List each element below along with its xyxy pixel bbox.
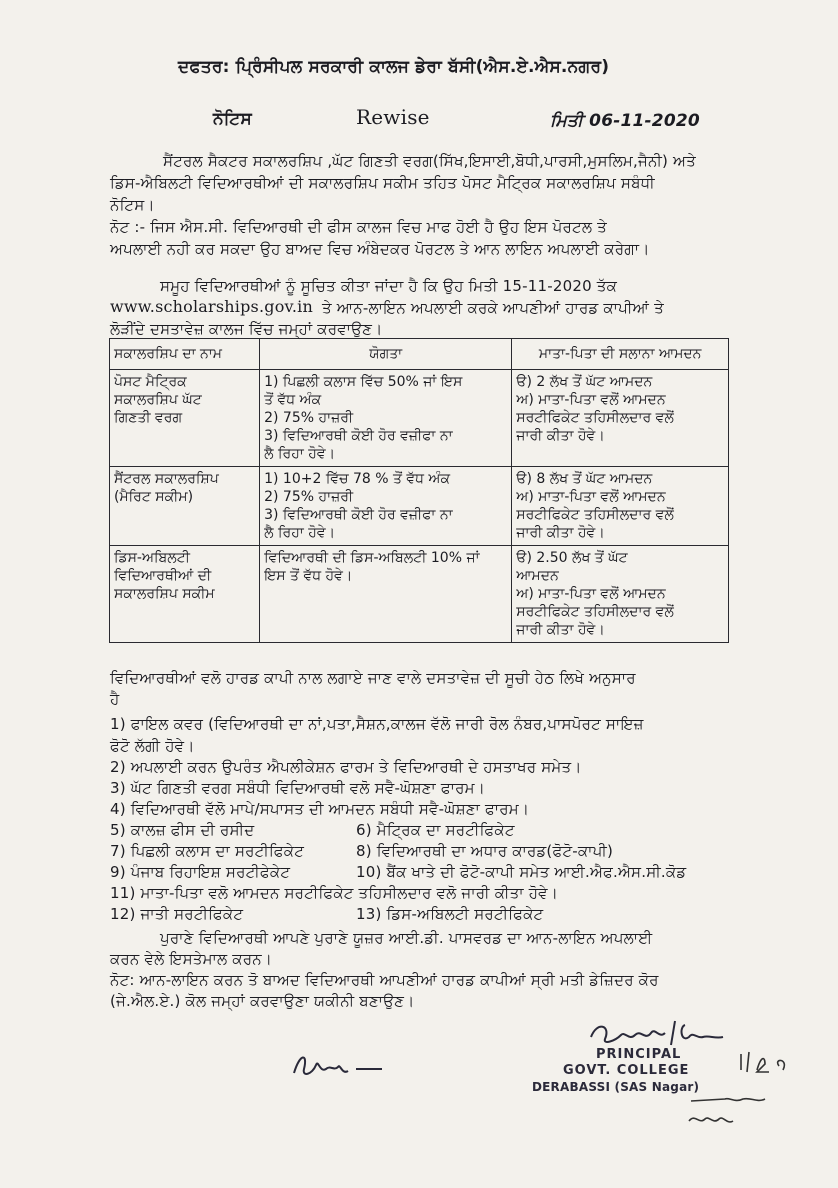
closing-note-2: (ਜੇ.ਐਲ.ਏ.) ਕੋਲ ਜਮ੍ਹਾਂ ਕਰਵਾਉਣਾ ਯਕੀਨੀ ਬਣਾਉਣ।: [110, 992, 415, 1010]
document-item-9: 9) ਪੰਜਾਬ ਰਿਹਾਇਸ਼ ਸਰਟੀਫੇਕੇਟ: [110, 863, 291, 881]
closing-note-1: ਨੋਟ: ਆਨ-ਲਾਇਨ ਕਰਨ ਤੋ ਬਾਅਦ ਵਿਦਿਆਰਥੀ ਆਪਣੀਆਂ ਹਾਰਡ ਕਾਪੀਆਂ ਸ੍ਰੀ ਮਤੀ ਡੇਜ਼ਿਦਰ ਕੋਰ: [110, 971, 659, 989]
row1-eligibility: 1) ਪਿਛਲੀ ਕਲਾਸ ਵਿੱਚ 50% ਜਾਂ ਇਸ ਤੋਂ ਵੱਧ ਅੰਕ 2) 75% ਹਾਜ਼ਰੀ 3) ਵਿਦਿਆਰਥੀ ਕੋਈ ਹੋਰ ਵਜ਼ੀਫਾ ਨਾ ਲੈ ਰਿਹਾ ਹੋਵੇ।: [260, 370, 512, 467]
document-item-11: 11) ਮਾਤਾ-ਪਿਤਾ ਵਲੋ ਆਮਦਨ ਸਰਟੀਫਿਕੇਟ ਤਹਿਸੀਲਦਾਰ ਵਲੋ ਜਾਰੀ ਕੀਤਾ ਹੋਵੇ।: [110, 884, 559, 902]
row2-eligibility: 1) 10+2 ਵਿੱਚ 78 % ਤੋਂ ਵੱਧ ਅੰਕ 2) 75% ਹਾਜ਼ਰੀ 3) ਵਿਦਿਆਰਥੀ ਕੋਈ ਹੋਰ ਵਜ਼ੀਫਾ ਨਾ ਲੈ ਰਿਹਾ ਹੋਵੇ।: [260, 467, 512, 546]
intro-line-3: ਨੋਟਿਸ।: [110, 196, 155, 214]
row1-name: ਪੋਸਟ ਮੈਟ੍ਰਿਕ ਸਕਾਲਰਸ਼ਿਪ ਘੱਟ ਗਿਣਤੀ ਵਰਗ: [110, 370, 260, 467]
instruction-line-1: ਸਮੂਹ ਵਿਦਿਆਰਥੀਆਂ ਨੂੰ ਸੂਚਿਤ ਕੀਤਾ ਜਾਂਦਾ ਹੈ ਕਿ ਉਹ ਮਿਤੀ 15-11-2020 ਤੱਕ: [160, 277, 618, 295]
old-students-line-1: ਪੁਰਾਣੇ ਵਿਦਿਆਰਥੀ ਆਪਣੇ ਪੁਰਾਣੇ ਯੂਜ਼ਰ ਆਈ.ਡੀ. ਪਾਸਵਰਡ ਦਾ ਆਨ-ਲਾਇਨ ਅਪਲਾਈ: [160, 929, 653, 947]
handwritten-date-mark: [735, 1046, 805, 1076]
document-item-1b: ਫੋਟੋ ਲੱਗੀ ਹੋਵੇ।: [110, 737, 195, 755]
scholarship-website-link[interactable]: www.scholarships.gov.in: [110, 297, 313, 316]
row3-income: ੳ) 2.50 ਲੱਖ ਤੋਂ ਘੱਟ ਆਮਦਨ ਅ) ਮਾਤਾ-ਪਿਤਾ ਵਲੋਂ ਆਮਦਨ ਸਰਟੀਫਿਕੇਟ ਤਹਿਸੀਲਦਾਰ ਵਲੋਂ ਜਾਰੀ ਕੀਤਾ ਹੋਵੇ।: [512, 546, 729, 643]
document-item-8: 8) ਵਿਦਿਆਰਥੀ ਦਾ ਅਧਾਰ ਕਾਰਡ(ਫੋਟੋ-ਕਾਪੀ): [356, 842, 614, 860]
documents-intro-2: ਹੈ: [110, 690, 120, 708]
document-item-12: 12) ਜਾਤੀ ਸਰਟੀਫਿਕੇਟ: [110, 905, 244, 923]
document-item-10: 10) ਬੈਂਕ ਖਾਤੇ ਦੀ ਫੋਟੋ-ਕਾਪੀ ਸਮੇਤ ਆਈ.ਐਫ.ਐਸ.ਸੀ.ਕੋਡ: [356, 863, 687, 881]
documents-intro-1: ਵਿਦਿਆਰਥੀਆਂ ਵਲੋ ਹਾਰਡ ਕਾਪੀ ਨਾਲ ਲਗਾਏ ਜਾਣ ਵਾਲੇ ਦਸਤਾਵੇਜ਼ ਦੀ ਸੂਚੀ ਹੇਠ ਲਿਖੇ ਅਨੁਸਾਰ: [110, 669, 636, 687]
document-item-5: 5) ਕਾਲਜ਼ ਫੀਸ ਦੀ ਰਸੀਦ: [110, 821, 255, 839]
office-heading: ਦਫਤਰ: ਪ੍ਰਿੰਸੀਪਲ ਸਰਕਾਰੀ ਕਾਲਜ ਡੇਰਾ ਬੱਸੀ(ਐਸ.ਏ.ਐਸ.ਨਗਰ): [178, 57, 610, 77]
table-header-row: [110, 339, 729, 370]
row1-income: ੳ) 2 ਲੱਖ ਤੋਂ ਘੱਟ ਆਮਦਨ ਅ) ਮਾਤਾ-ਪਿਤਾ ਵਲੋਂ ਆਮਦਨ ਸਰਟੀਫਿਕੇਟ ਤਹਿਸੀਲਦਾਰ ਵਲੋਂ ਜਾਰੀ ਕੀਤਾ ਹੋਵੇ।: [512, 370, 729, 467]
document-item-7: 7) ਪਿਛਲੀ ਕਲਾਸ ਦਾ ਸਰਟੀਫਿਕੇਟ: [110, 842, 305, 860]
old-students-line-2: ਕਰਨ ਵੇਲੇ ਇਸਤੇਮਾਲ ਕਰਨ।: [110, 950, 273, 968]
instruction-line-2: ਤੇ ਆਨ-ਲਾਇਨ ਅਪਲਾਈ ਕਰਕੇ ਆਪਣੀਆਂ ਹਾਰਡ ਕਾਪੀਆਂ ਤੇ: [322, 299, 664, 317]
document-item-13: 13) ਡਿਸ-ਅਬਿਲਟੀ ਸਰਟੀਫਿਕੇਟ: [356, 905, 544, 923]
stamp-principal: PRINCIPAL: [596, 1047, 682, 1062]
stamp-place: DERABASSI (SAS Nagar): [532, 1080, 700, 1094]
table-row: [110, 467, 729, 546]
intro-note-1: ਨੋਟ :- ਜਿਸ ਐਸ.ਸੀ. ਵਿਦਿਆਰਥੀ ਦੀ ਫੀਸ ਕਾਲਜ ਵਿਚ ਮਾਫ ਹੋਈ ਹੈ ਉਹ ਇਸ ਪੋਰਟਲ ਤੇ: [110, 218, 607, 236]
header-income: ਮਾਤਾ-ਪਿਤਾ ਦੀ ਸਲਾਨਾ ਆਮਦਨ: [512, 339, 729, 370]
header-eligibility: ਯੋਗਤਾ: [260, 339, 512, 370]
table-row: [110, 546, 729, 643]
intro-note-2: ਅਪਲਾਈ ਨਹੀ ਕਰ ਸਕਦਾ ਉਹ ਬਾਅਦ ਵਿਚ ਅੰਬੇਦਕਰ ਪੋਰਟਲ ਤੇ ਆਨ ਲਾਇਨ ਅਪਲਾਈ ਕਰੇਗਾ।: [110, 240, 650, 258]
rewise-label: Rewise: [356, 105, 430, 129]
document-item-4: 4) ਵਿਦਿਆਰਥੀ ਵੱਲੋ ਮਾਪੇ/ਸਪਾਸਤ ਦੀ ਆਮਦਨ ਸਬੰਧੀ ਸਵੈ-ਘੋਸ਼ਣਾ ਫਾਰਮ।: [110, 800, 530, 818]
signature-left: [290, 1045, 390, 1085]
row3-eligibility: ਵਿਦਿਆਰਥੀ ਦੀ ਡਿਸ-ਅਬਿਲਟੀ 10% ਜਾਂ ਇਸ ਤੋਂ ਵੱਧ ਹੋਵੇ।: [260, 546, 512, 643]
intro-line-1: ਸੈਂਟਰਲ ਸੈਕਟਰ ਸਕਾਲਰਸ਼ਿਪ ,ਘੱਟ ਗਿਣਤੀ ਵਰਗ(ਸਿੱਖ,ਇਸਾਈ,ਬੋਧੀ,ਪਾਰਸੀ,ਮੁਸਲਿਮ,ਜੈਨੀ) ਅਤੇ: [163, 152, 696, 170]
document-item-6: 6) ਮੈਟ੍ਰਿਕ ਦਾ ਸਰਟੀਫਿਕੇਟ: [356, 821, 515, 839]
document-item-3: 3) ਘੱਟ ਗਿਣਤੀ ਵਰਗ ਸਬੰਧੀ ਵਿਦਿਆਰਥੀ ਵਲੋ ਸਵੈ-ਘੋਸ਼ਣਾ ਫਾਰਮ।: [110, 779, 486, 797]
instruction-line-3: ਲੋੜੀਂਦੇ ਦਸਤਾਵੇਜ਼ ਕਾਲਜ ਵਿੱਚ ਜਮ੍ਹਾਂ ਕਰਵਾਉਣ।: [110, 320, 383, 338]
row3-name: ਡਿਸ-ਅਬਿਲਟੀ ਵਿਦਿਆਰਥੀਆਂ ਦੀ ਸਕਾਲਰਸ਼ਿਪ ਸਕੀਮ: [110, 546, 260, 643]
table-row: [110, 370, 729, 467]
notice-label: ਨੋਟਿਸ: [213, 109, 252, 129]
intro-line-2: ਡਿਸ-ਐਬਿਲਟੀ ਵਿਦਿਆਰਥੀਆਂ ਦੀ ਸਕਾਲਰਸ਼ਿਪ ਸਕੀਮ ਤਹਿਤ ਪੋਸਟ ਮੈਟ੍ਰਿਕ ਸਕਾਲਰਸ਼ਿਪ ਸਬੰਧੀ: [110, 174, 655, 192]
header-scholarship-name: ਸਕਾਲਰਸ਼ਿਪ ਦਾ ਨਾਮ: [110, 339, 260, 370]
document-item-2: 2) ਅਪਲਾਈ ਕਰਨ ਉਪਰੰਤ ਐਪਲੀਕੇਸ਼ਨ ਫਾਰਮ ਤੇ ਵਿਦਿਆਰਥੀ ਦੇ ਹਸਤਾਖਰ ਸਮੇਤ।: [110, 758, 582, 776]
scholarship-table: [109, 338, 729, 643]
handwritten-initials: [685, 1085, 775, 1135]
row2-income: ੳ) 8 ਲੱਖ ਤੋਂ ਘੱਟ ਆਮਦਨ ਅ) ਮਾਤਾ-ਪਿਤਾ ਵਲੋਂ ਆਮਦਨ ਸਰਟੀਫਿਕੇਟ ਤਹਿਸੀਲਦਾਰ ਵਲੋਂ ਜਾਰੀ ਕੀਤਾ ਹੋਵੇ।: [512, 467, 729, 546]
document-item-1a: 1) ਫਾਇਲ ਕਵਰ (ਵਿਦਿਆਰਥੀ ਦਾ ਨਾਂ,ਪਤਾ,ਸੈਸ਼ਨ,ਕਾਲਜ ਵੱਲੋ ਜਾਰੀ ਰੋਲ ਨੰਬਰ,ਪਾਸਪੋਰਟ ਸਾਇਜ਼: [110, 715, 644, 733]
notice-date: ਮਿਤੀ 06-11-2020: [550, 111, 700, 131]
row2-name: ਸੈਂਟਰਲ ਸਕਾਲਰਸ਼ਿਪ (ਮੈਰਿਟ ਸਕੀਮ): [110, 467, 260, 546]
stamp-college: GOVT. COLLEGE: [563, 1063, 690, 1078]
